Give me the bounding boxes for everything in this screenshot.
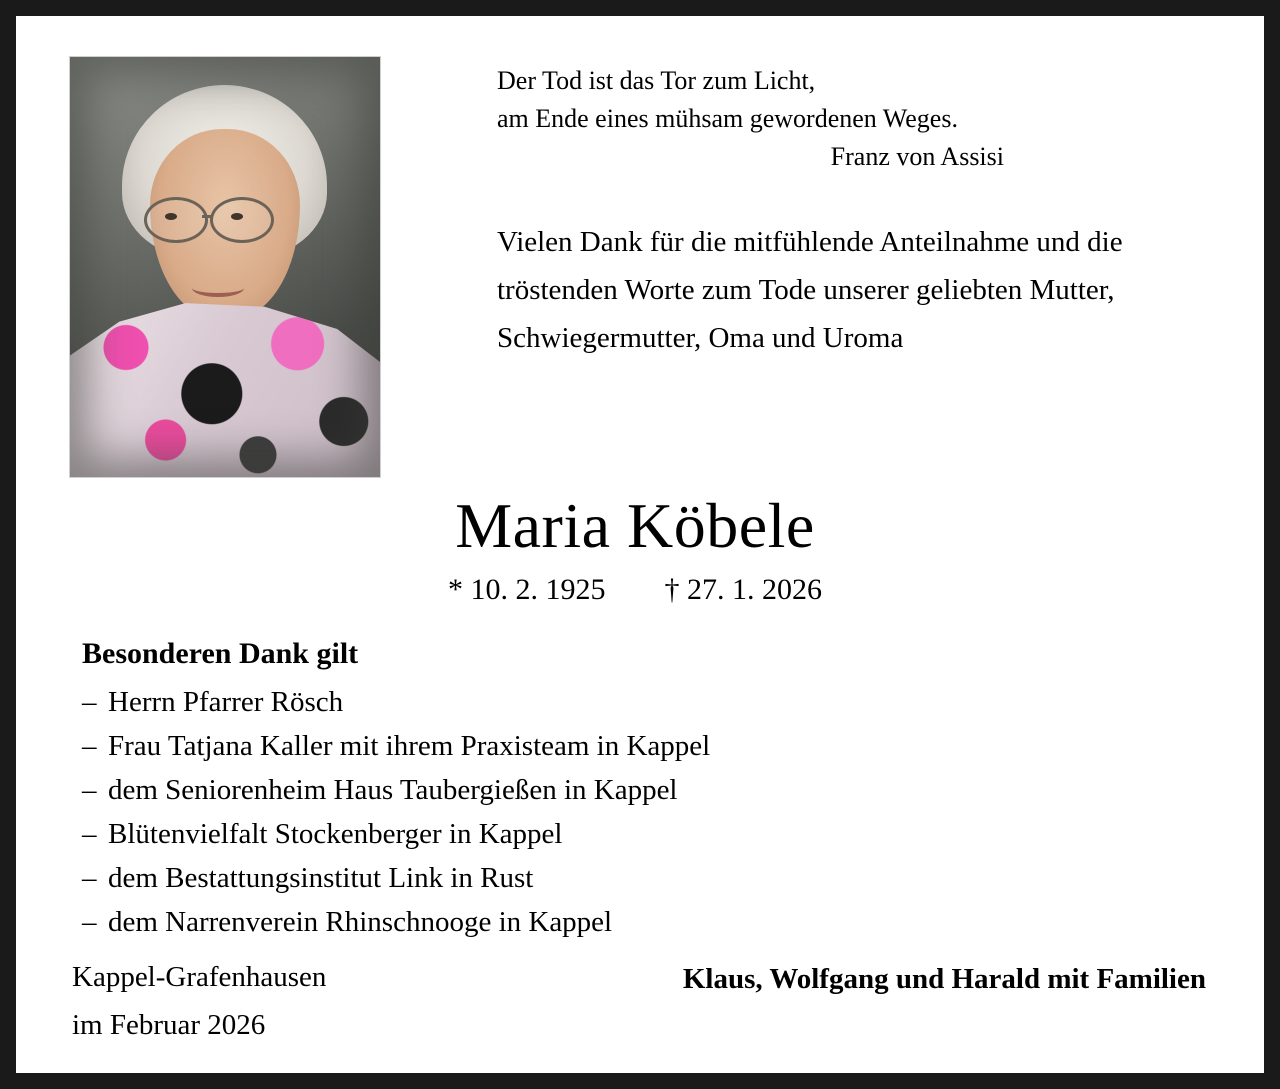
birth-symbol: * [448,573,463,606]
place-and-date [44,953,326,1049]
photo-eye-left [165,213,177,220]
life-dates [44,566,1226,614]
list-item [82,812,1236,856]
family-signature: Klaus, Wolfgang und Harald mit Familien [682,963,1206,995]
verse-line-2: am Ende eines mühsam gewordenen Weges. [497,104,958,133]
name-block [44,488,1236,614]
portrait-photo [69,56,381,478]
special-thanks-section [44,632,1236,944]
date-label: im Februar 2026 [72,1009,266,1041]
verse-author: Franz von Assisi [830,142,1004,171]
birth-date: 10. 2. 1925 [470,573,606,606]
verse-block [399,36,1236,362]
list-item-label: Blütenvielfalt Stockenberger in Kappel [108,818,563,850]
list-bullet: – [82,906,97,938]
death-date: 27. 1. 2026 [687,573,822,606]
list-bullet: – [82,730,97,762]
photo-scarf [69,292,381,477]
photo-mouth [192,279,244,297]
list-item-label: dem Bestattungsinstitut Link in Rust [108,862,534,894]
footer [44,953,1236,1049]
list-bullet: – [82,818,97,850]
list-item [82,768,1236,812]
place-label: Kappel-Grafenhausen [72,961,327,993]
photo-eye-right [231,213,243,220]
thanks-paragraph: Vielen Dank für die mitfühlende Anteilnahme und die tröstenden Worte zum Tode unserer geliebten Mutter, Schwiegermutter, Oma und Uroma [497,226,1123,354]
deceased-name: Maria Köbele [455,490,815,561]
photo-glasses-bridge [202,215,212,218]
special-thanks-title: Besonderen Dank gilt [82,637,359,670]
photo-container [44,36,399,478]
header-row [44,36,1236,478]
death-symbol: † [664,573,680,606]
list-item [82,900,1236,944]
list-item-label: dem Narrenverein Rhinschnooge in Kappel [108,906,613,938]
list-item-label: Frau Tatjana Kaller mit ihrem Praxisteam in Kappel [108,730,711,762]
list-item [82,680,1236,724]
list-item-label: Herrn Pfarrer Rösch [108,686,344,718]
verse-line-1: Der Tod ist das Tor zum Licht, [497,66,816,95]
photo-glasses-left [144,197,208,243]
list-item [82,724,1236,768]
special-thanks-list [82,680,1236,944]
list-bullet: – [82,774,97,806]
list-bullet: – [82,686,97,718]
list-item [82,856,1236,900]
list-bullet: – [82,862,97,894]
list-item-label: dem Seniorenheim Haus Taubergießen in Kappel [108,774,678,806]
photo-glasses-right [210,197,274,243]
